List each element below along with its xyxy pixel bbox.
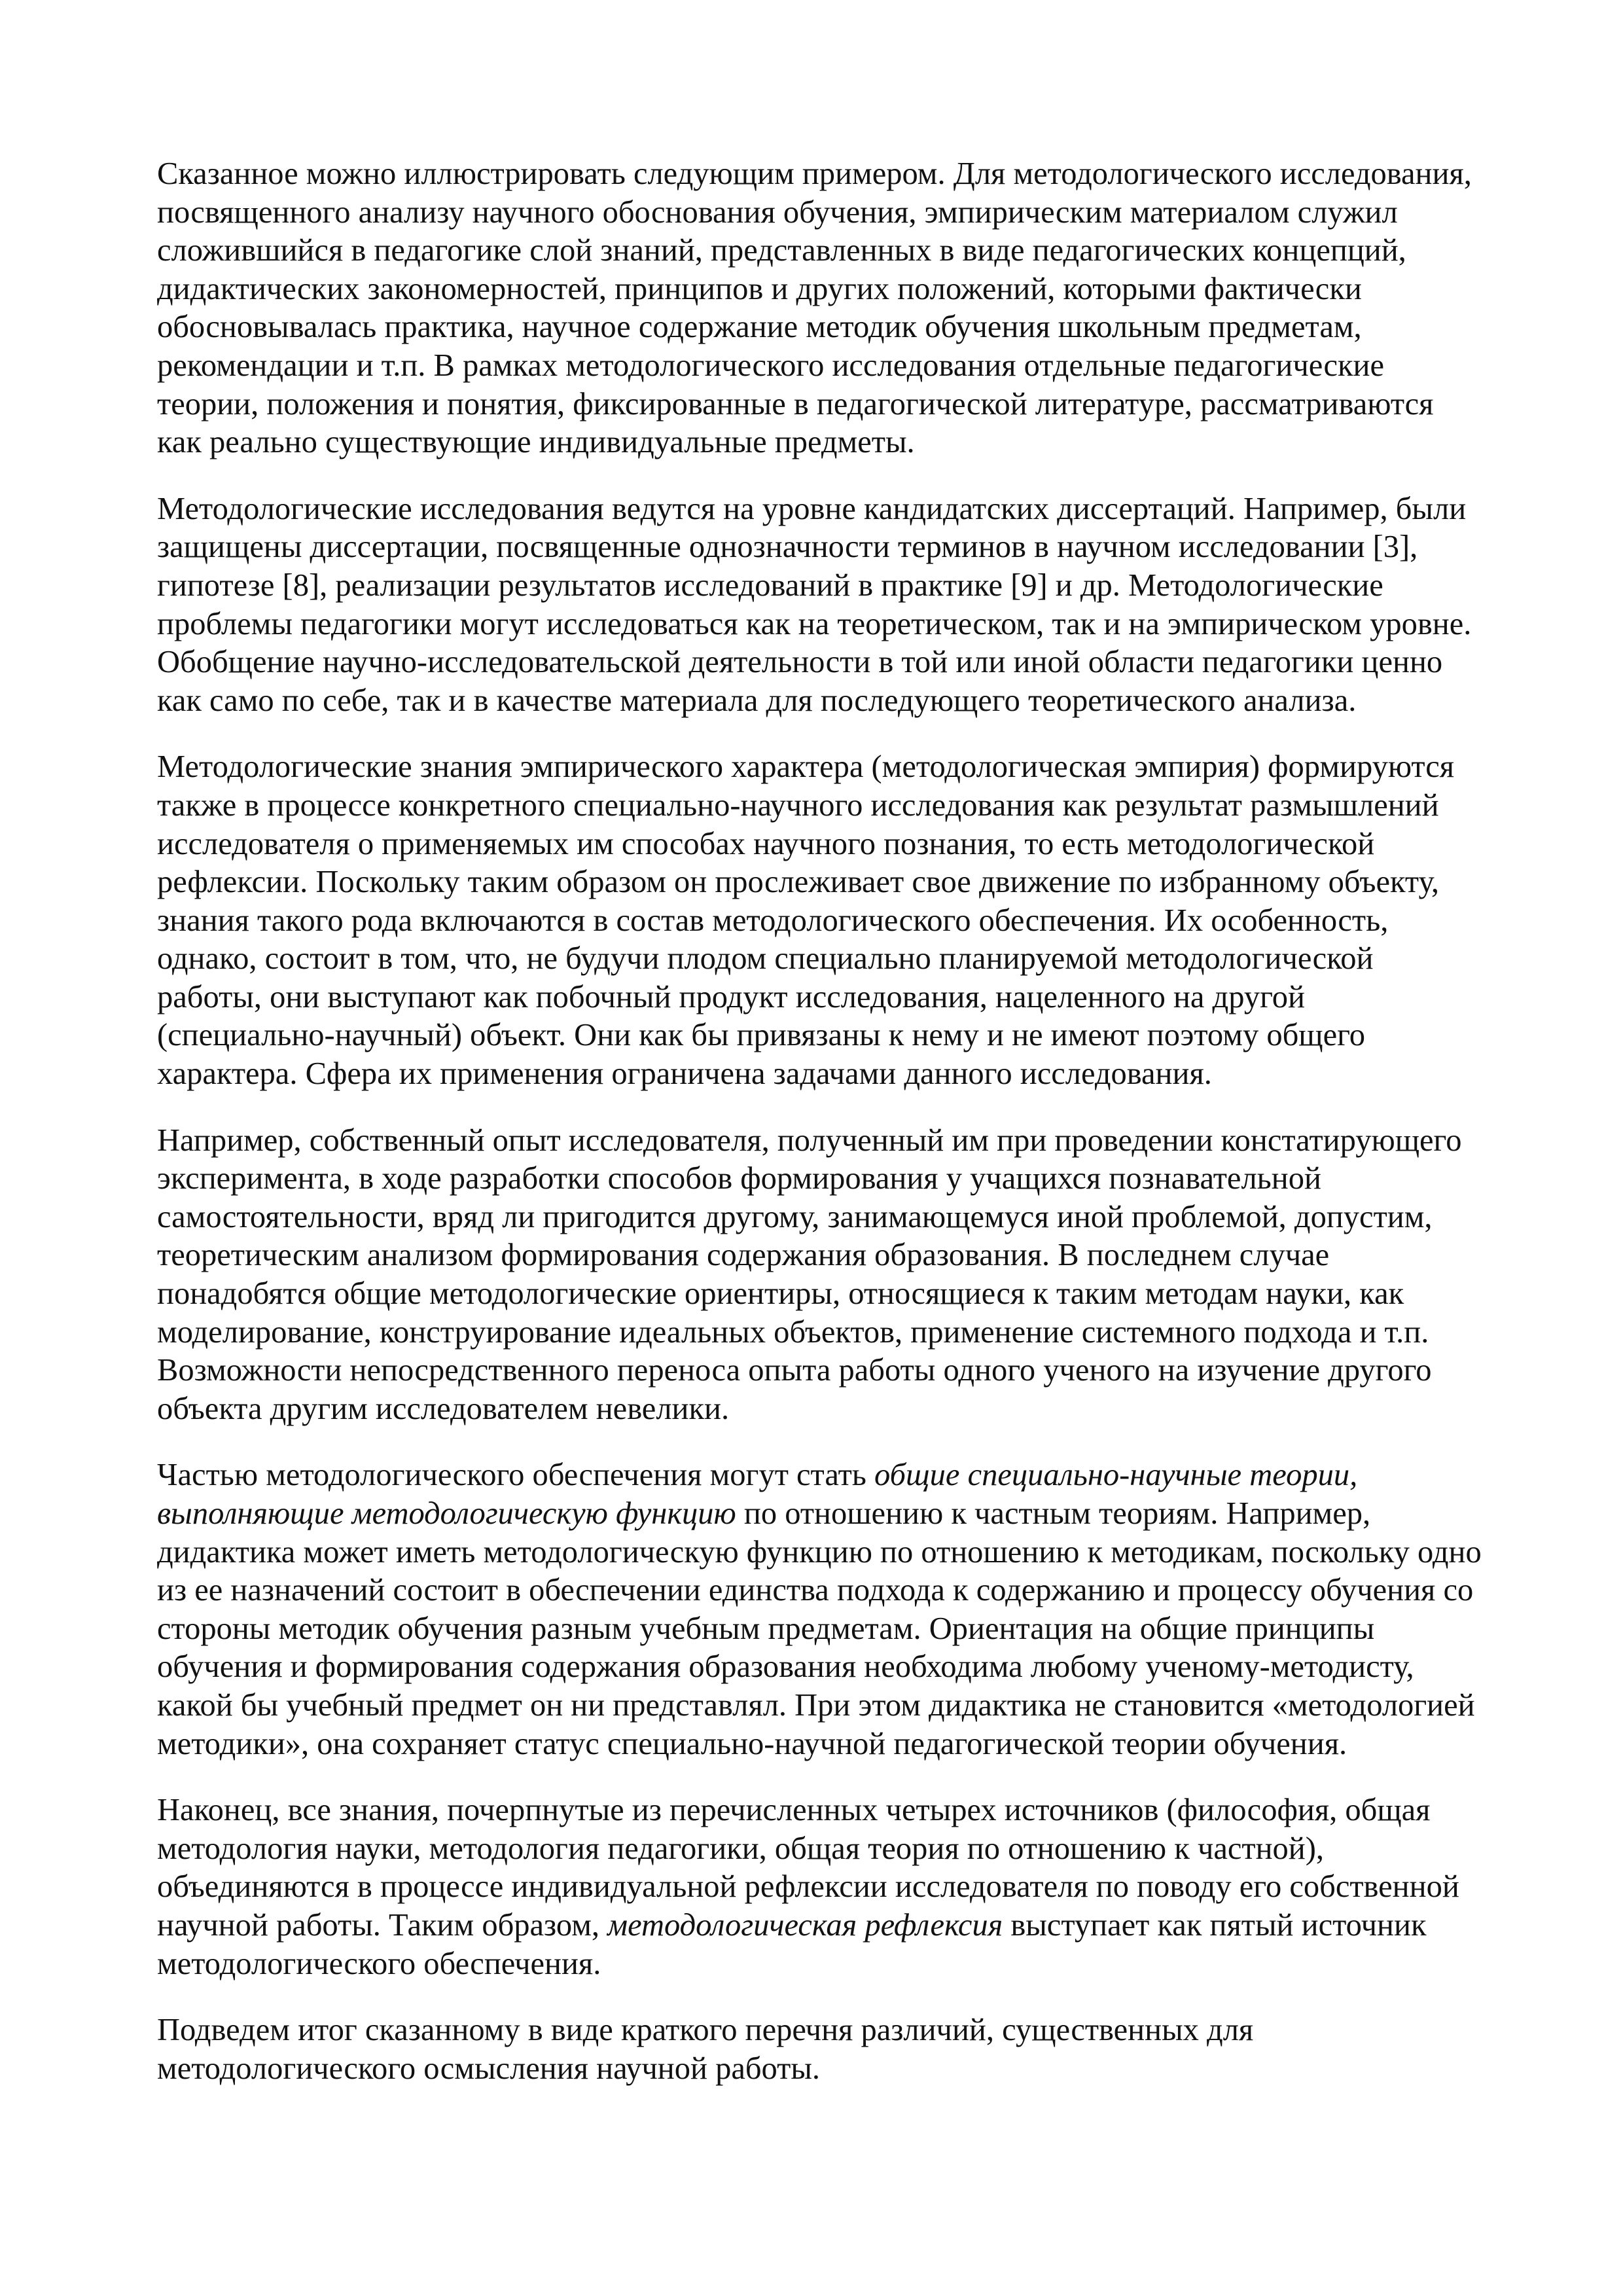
paragraph	[157, 155, 1482, 462]
paragraph-text: выступает как пятый источник методологического обеспечения.	[157, 1907, 1427, 1981]
paragraph-text: Наконец, все знания, почерпнутые из перечисленных четырех источников (философия, общая методология науки, методология педагогики, общая теория по отношению к частной), объединяются в процессе индивидуальной рефлексии исследователя по поводу его собственной научной работы. Таким образом,	[157, 1793, 1459, 1943]
paragraph-text: Методологические знания эмпирического характера (методологическая эмпирия) формируются также в процессе конкретного специально-научного исследования как результат размышлений исследователя о применяемых им способах научного познания, то есть методологической рефлексии. Поскольку таким образом он прослеживает свое движение по избранному объекту, знания такого рода включаются в состав методологического обеспечения. Их особенность, однако, состоит в том, что, не будучи плодом специально планируемой методологической работы, они выступают как побочный продукт исследования, нацеленного на другой (специально-научный) объект. Они как бы привязаны к нему и не имеют поэтому общего характера. Сфера их применения ограничена задачами данного исследования.	[157, 749, 1455, 1092]
paragraph	[157, 1791, 1482, 1983]
paragraph	[157, 2011, 1482, 2088]
paragraph-text: Сказанное можно иллюстрировать следующим примером. Для методологического исследования, посвященного анализу научного обоснования обучения, эмпирическим материалом служил сложившийся в педагогике слой знаний, представленных в виде педагогических концепций, дидактических закономерностей, принципов и других положений, которыми фактически обосновывалась практика, научное содержание методик обучения школьным предметам, рекомендации и т.п. В рамках методологического исследования отдельные педагогические теории, положения и понятия, фиксированные в педагогической литературе, рассматриваются как реально существующие индивидуальные предметы.	[157, 156, 1472, 460]
paragraph	[157, 748, 1482, 1093]
paragraph	[157, 1456, 1482, 1763]
paragraph-text: Методологические исследования ведутся на уровне кандидатских диссертаций. Например, были защищены диссертации, посвященные однозначности терминов в научном исследовании [3], гипотезе [8], реализации результатов исследований в практике [9] и др. Методологические проблемы педагогики могут исследоваться как на теоретическом, так и на эмпирическом уровне. Обобщение научно-исследовательской деятельности в той или иной области педагогики ценно как само по себе, так и в качестве материала для последующего теоретического анализа.	[157, 491, 1472, 718]
paragraph	[157, 1122, 1482, 1429]
italic-term: методологическая рефлексия	[607, 1907, 1003, 1943]
italic-term: общие специально-научные теории, выполняющие методологическую функцию	[157, 1458, 1358, 1531]
paragraph-text: Например, собственный опыт исследователя, полученный им при проведении констатирующего эксперимента, в ходе разработки способов формирования у учащихся познавательной самостоятельности, вряд ли пригодится другому, занимающемуся иной проблемой, допустим, теоретическим анализом формирования содержания образования. В последнем случае понадобятся общие методологические ориентиры, относящиеся к таким методам науки, как моделирование, конструирование идеальных объектов, применение системного подхода и т.п. Возможности непосредственного переноса опыта работы одного ученого на изучение другого объекта другим исследователем невелики.	[157, 1122, 1462, 1426]
paragraph	[157, 490, 1482, 721]
paragraph-text: по отношению к частным теориям. Например, дидактика может иметь методологическую функцию по отношению к методикам, поскольку одно из ее назначений состоит в обеспечении единства подхода к содержанию и процессу обучения со стороны методик обучения разным учебным предметам. Ориентация на общие принципы обучения и формирования содержания образования необходима любому ученому-методисту, какой бы учебный предмет он ни представлял. При этом дидактика не становится «методологией методики», она сохраняет статус специально-научной педагогической теории обучения.	[157, 1496, 1482, 1761]
paragraph-text: Частью методологического обеспечения могут стать	[157, 1458, 875, 1493]
paragraph-text: Подведем итог сказанному в виде краткого перечня различий, существенных для методологического осмысления научной работы.	[157, 2013, 1254, 2086]
